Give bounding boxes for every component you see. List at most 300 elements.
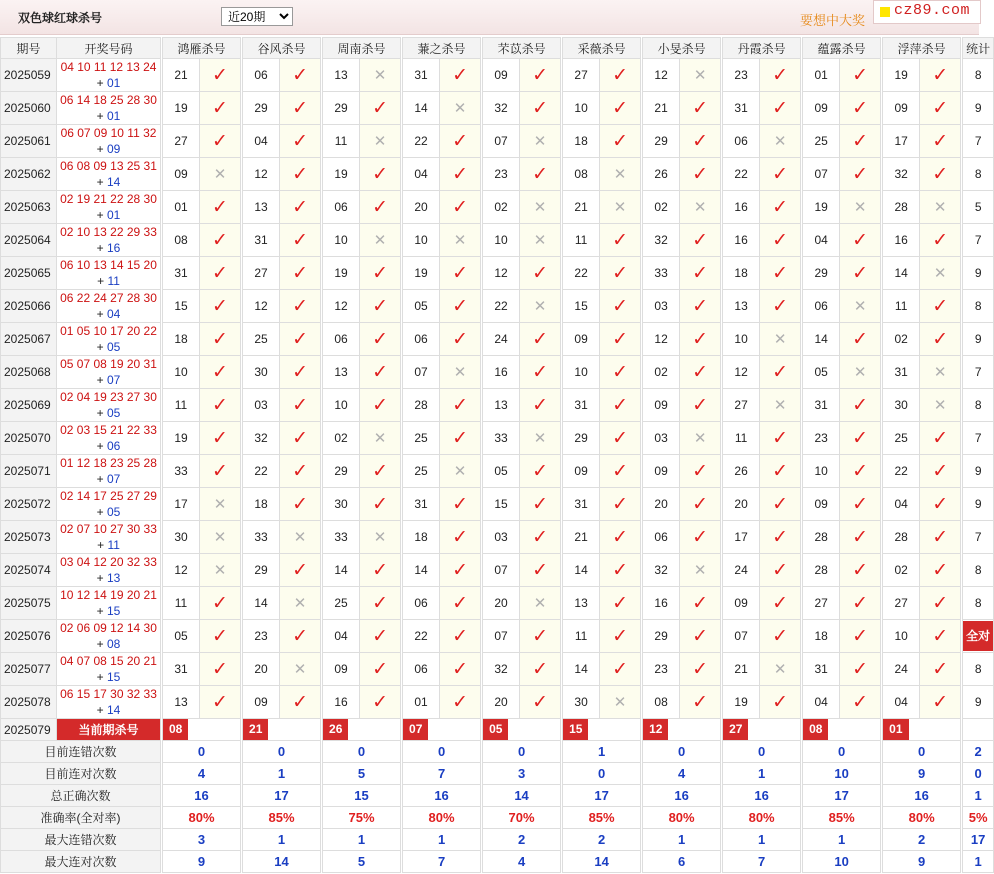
result-mark [760, 323, 801, 356]
result-mark [840, 125, 881, 158]
result-mark [760, 587, 801, 620]
check-icon: ✓ [692, 394, 709, 416]
result-mark [680, 125, 721, 158]
kill-number: 32 [243, 422, 280, 455]
result-mark [200, 389, 241, 422]
current-issue-row [1, 719, 994, 741]
red-balls: 02 19 21 22 28 30 [60, 192, 157, 206]
result-mark [920, 422, 961, 455]
check-icon: ✓ [612, 394, 629, 416]
blue-ball: 16 [106, 241, 121, 255]
result-mark [440, 323, 481, 356]
result-mark [440, 191, 481, 224]
blue-ball: 09 [106, 142, 121, 156]
kill-number: 16 [883, 224, 920, 257]
kill-number: 27 [163, 125, 200, 158]
summary-label: 目前连错次数 [1, 741, 161, 763]
check-icon: ✓ [692, 361, 709, 383]
blue-ball: 11 [107, 538, 120, 552]
logo-square-icon [880, 7, 890, 17]
kill-number: 22 [723, 158, 760, 191]
result-mark [760, 620, 801, 653]
summary-value: 17 [563, 785, 641, 807]
kill-number: 32 [643, 224, 680, 257]
column-header-expert[interactable]: 鸿雁杀号 [163, 38, 241, 59]
column-header-expert[interactable]: 蕴露杀号 [803, 38, 881, 59]
red-balls: 02 14 17 25 27 29 [60, 489, 157, 503]
kill-number: 19 [403, 257, 440, 290]
plus-sign: + [97, 538, 108, 552]
result-mark [280, 323, 321, 356]
cross-icon: ✕ [373, 529, 387, 546]
promo-text[interactable]: 要想中大奖 [800, 13, 866, 28]
kill-number: 04 [883, 686, 920, 719]
summary-value: 0 [403, 741, 481, 763]
summary-value: 6 [643, 851, 721, 873]
result-mark [360, 587, 401, 620]
column-header-issue: 期号 [1, 38, 57, 59]
result-mark [600, 620, 641, 653]
result-mark [760, 686, 801, 719]
check-icon: ✓ [852, 97, 869, 119]
result-mark [680, 323, 721, 356]
result-mark [920, 125, 961, 158]
kill-number: 08 [563, 158, 600, 191]
kill-number: 25 [243, 323, 280, 356]
kill-number: 20 [643, 488, 680, 521]
check-icon: ✓ [852, 130, 869, 152]
result-mark [760, 554, 801, 587]
kill-number: 10 [563, 356, 600, 389]
red-balls: 02 04 19 23 27 30 [60, 390, 157, 404]
period-select[interactable] [221, 7, 293, 26]
result-mark [840, 257, 881, 290]
kill-number: 18 [723, 257, 760, 290]
kill-number: 02 [323, 422, 360, 455]
summary-value: 2 [563, 829, 641, 851]
kill-number: 25 [803, 125, 840, 158]
issue-number: 2025067 [1, 323, 57, 356]
summary-value: 15 [323, 785, 401, 807]
result-mark [520, 488, 561, 521]
check-icon: ✓ [452, 163, 469, 185]
kill-number: 29 [243, 554, 280, 587]
result-mark [440, 587, 481, 620]
summary-stat: 0 [963, 763, 994, 785]
plus-sign: + [96, 109, 107, 123]
summary-stat: 1 [963, 785, 994, 807]
cross-icon: ✕ [533, 595, 547, 612]
check-icon: ✓ [692, 262, 709, 284]
kill-number: 21 [643, 92, 680, 125]
result-mark [200, 620, 241, 653]
kill-number: 07 [723, 620, 760, 653]
kill-number: 06 [403, 587, 440, 620]
table-row [1, 587, 994, 620]
result-mark [360, 653, 401, 686]
check-icon: ✓ [212, 658, 228, 680]
check-icon: ✓ [932, 526, 949, 548]
summary-row [1, 741, 994, 763]
kill-number: 30 [163, 521, 200, 554]
kill-number: 16 [643, 587, 680, 620]
check-icon: ✓ [372, 394, 388, 416]
check-icon: ✓ [452, 328, 469, 350]
result-mark [200, 686, 241, 719]
kill-number: 04 [803, 224, 840, 257]
kill-number: 33 [243, 521, 280, 554]
kill-number: 13 [163, 686, 200, 719]
result-mark [440, 59, 481, 92]
kill-number: 13 [323, 59, 360, 92]
result-mark [200, 455, 241, 488]
blue-ball: 04 [106, 307, 121, 321]
summary-value: 0 [803, 741, 881, 763]
result-mark [520, 290, 561, 323]
result-mark [840, 521, 881, 554]
result-mark [200, 356, 241, 389]
kill-number: 24 [483, 323, 520, 356]
result-mark [920, 521, 961, 554]
red-balls: 04 10 11 12 13 24 [60, 60, 157, 74]
red-balls: 02 07 10 27 30 33 [60, 522, 157, 536]
result-mark [440, 92, 481, 125]
result-mark [280, 488, 321, 521]
summary-value: 4 [643, 763, 721, 785]
result-mark [920, 653, 961, 686]
check-icon: ✓ [292, 460, 308, 482]
result-mark [920, 59, 961, 92]
cross-icon: ✕ [693, 430, 707, 447]
summary-value: 16 [643, 785, 721, 807]
column-header-expert[interactable]: 周南杀号 [323, 38, 401, 59]
result-mark [200, 323, 241, 356]
result-mark [680, 686, 721, 719]
check-icon: ✓ [372, 559, 388, 581]
kill-number: 32 [483, 92, 520, 125]
current-kill-badge: 12 [643, 719, 668, 740]
current-kill-number [483, 719, 561, 741]
column-header-expert[interactable]: 浮萍杀号 [883, 38, 961, 59]
check-icon: ✓ [292, 427, 308, 449]
check-icon: ✓ [292, 328, 308, 350]
result-mark [920, 488, 961, 521]
check-icon: ✓ [452, 592, 469, 614]
check-icon: ✓ [932, 130, 949, 152]
result-mark [360, 422, 401, 455]
kill-number: 27 [803, 587, 840, 620]
cross-icon: ✕ [453, 463, 467, 480]
kill-number: 28 [883, 191, 920, 224]
issue-number: 2025066 [1, 290, 57, 323]
column-header-expert[interactable]: 芣苡杀号 [483, 38, 561, 59]
red-balls: 02 06 09 12 14 30 [60, 621, 157, 635]
kill-number-table [0, 37, 994, 873]
current-kill-number [563, 719, 641, 741]
plus-sign: + [96, 373, 107, 387]
cross-icon: ✕ [373, 430, 387, 447]
kill-number: 22 [883, 455, 920, 488]
red-balls: 06 08 09 13 25 31 [60, 159, 157, 173]
current-kill-badge: 21 [243, 719, 268, 740]
cross-icon: ✕ [213, 529, 227, 546]
table-row [1, 521, 994, 554]
current-kill-number [323, 719, 401, 741]
result-mark [280, 554, 321, 587]
result-mark [440, 620, 481, 653]
kill-number: 09 [643, 455, 680, 488]
result-mark [360, 191, 401, 224]
check-icon: ✓ [932, 229, 949, 251]
result-mark [600, 521, 641, 554]
kill-number: 19 [803, 191, 840, 224]
check-icon: ✓ [292, 691, 308, 713]
cross-icon: ✕ [453, 100, 467, 117]
kill-number: 20 [403, 191, 440, 224]
row-stat: 9 [963, 488, 994, 521]
result-mark [840, 92, 881, 125]
kill-number: 12 [483, 257, 520, 290]
result-mark [760, 92, 801, 125]
cross-icon: ✕ [613, 166, 627, 183]
check-icon: ✓ [292, 262, 308, 284]
check-icon: ✓ [372, 625, 388, 647]
kill-number: 23 [803, 422, 840, 455]
check-icon: ✓ [852, 328, 869, 350]
summary-value: 85% [563, 807, 641, 829]
check-icon: ✓ [532, 328, 549, 350]
check-icon: ✓ [772, 460, 789, 482]
summary-value: 80% [883, 807, 961, 829]
check-icon: ✓ [292, 559, 308, 581]
kill-number: 20 [243, 653, 280, 686]
summary-value: 4 [483, 851, 561, 873]
kill-number: 06 [403, 323, 440, 356]
kill-number: 06 [803, 290, 840, 323]
row-stat: 7 [963, 521, 994, 554]
check-icon: ✓ [932, 559, 949, 581]
kill-number: 14 [563, 554, 600, 587]
issue-number: 2025070 [1, 422, 57, 455]
result-mark [760, 488, 801, 521]
check-icon: ✓ [532, 691, 549, 713]
kill-number: 11 [563, 620, 600, 653]
blue-ball: 13 [106, 571, 121, 585]
logo-text: cz89.com [894, 2, 971, 19]
check-icon: ✓ [292, 394, 308, 416]
kill-number: 14 [323, 554, 360, 587]
summary-value: 1 [563, 741, 641, 763]
table-row [1, 257, 994, 290]
result-mark [520, 389, 561, 422]
red-balls: 06 10 13 14 15 20 [60, 258, 157, 272]
cross-icon: ✕ [373, 67, 387, 84]
column-header-expert[interactable]: 谷风杀号 [243, 38, 321, 59]
result-mark [760, 455, 801, 488]
issue-number: 2025061 [1, 125, 57, 158]
result-mark [840, 653, 881, 686]
check-icon: ✓ [452, 262, 469, 284]
kill-number: 09 [803, 488, 840, 521]
row-stat: 7 [963, 224, 994, 257]
kill-number: 06 [723, 125, 760, 158]
summary-value: 1 [723, 763, 801, 785]
check-icon: ✓ [212, 196, 228, 218]
kill-number: 06 [323, 323, 360, 356]
result-mark [680, 158, 721, 191]
result-mark [920, 158, 961, 191]
result-mark [760, 125, 801, 158]
kill-number: 33 [323, 521, 360, 554]
result-mark [280, 389, 321, 422]
check-icon: ✓ [612, 526, 629, 548]
summary-value: 3 [163, 829, 241, 851]
result-mark [840, 59, 881, 92]
table-row [1, 620, 994, 653]
result-mark [200, 290, 241, 323]
result-mark [440, 422, 481, 455]
current-kill-number [803, 719, 881, 741]
result-mark [920, 587, 961, 620]
summary-value: 1 [403, 829, 481, 851]
result-mark [200, 59, 241, 92]
summary-value: 0 [163, 741, 241, 763]
current-kill-label: 当前期杀号 [57, 719, 161, 741]
check-icon: ✓ [612, 130, 629, 152]
result-mark [760, 356, 801, 389]
result-mark [680, 521, 721, 554]
column-header-expert[interactable]: 采薇杀号 [563, 38, 641, 59]
result-mark [680, 290, 721, 323]
result-mark [680, 389, 721, 422]
kill-number: 27 [723, 389, 760, 422]
result-mark [920, 92, 961, 125]
summary-value: 1 [323, 829, 401, 851]
result-mark [920, 554, 961, 587]
summary-value: 17 [803, 785, 881, 807]
result-mark [280, 224, 321, 257]
check-icon: ✓ [772, 559, 789, 581]
result-mark [920, 686, 961, 719]
result-mark [520, 686, 561, 719]
kill-number: 03 [643, 422, 680, 455]
kill-number: 01 [163, 191, 200, 224]
cross-icon: ✕ [533, 199, 547, 216]
result-mark [920, 224, 961, 257]
kill-number: 19 [883, 59, 920, 92]
draw-numbers [57, 455, 161, 488]
result-mark [520, 620, 561, 653]
kill-number: 30 [323, 488, 360, 521]
kill-number: 09 [323, 653, 360, 686]
kill-number: 10 [883, 620, 920, 653]
table-row [1, 554, 994, 587]
result-mark [520, 653, 561, 686]
kill-number: 24 [723, 554, 760, 587]
plus-sign: + [96, 472, 107, 486]
summary-row [1, 807, 994, 829]
draw-numbers [57, 686, 161, 719]
result-mark [680, 257, 721, 290]
result-mark [840, 389, 881, 422]
result-mark [600, 653, 641, 686]
result-mark [840, 587, 881, 620]
row-stat: 8 [963, 554, 994, 587]
red-balls: 06 15 17 30 32 33 [60, 687, 157, 701]
plus-sign: + [96, 670, 107, 684]
result-mark [600, 191, 641, 224]
check-icon: ✓ [372, 97, 388, 119]
check-icon: ✓ [852, 625, 869, 647]
summary-value: 0 [563, 763, 641, 785]
column-header-expert[interactable]: 小旻杀号 [643, 38, 721, 59]
summary-value: 2 [483, 829, 561, 851]
check-icon: ✓ [452, 691, 469, 713]
issue-number: 2025076 [1, 620, 57, 653]
result-mark [760, 422, 801, 455]
check-icon: ✓ [772, 592, 789, 614]
plus-sign: + [96, 604, 107, 618]
kill-number: 04 [323, 620, 360, 653]
column-header-expert[interactable]: 丹霞杀号 [723, 38, 801, 59]
check-icon: ✓ [852, 229, 869, 251]
cross-icon: ✕ [773, 397, 787, 414]
result-mark [440, 653, 481, 686]
draw-numbers [57, 422, 161, 455]
summary-value: 7 [403, 763, 481, 785]
result-mark [760, 224, 801, 257]
plus-sign: + [96, 703, 107, 717]
result-mark [200, 125, 241, 158]
result-mark [360, 686, 401, 719]
table-row [1, 290, 994, 323]
kill-number: 31 [563, 488, 600, 521]
kill-number: 10 [803, 455, 840, 488]
cross-icon: ✕ [293, 529, 307, 546]
current-kill-badge: 08 [163, 719, 188, 740]
check-icon: ✓ [692, 97, 709, 119]
check-icon: ✓ [852, 559, 869, 581]
result-mark [680, 587, 721, 620]
check-icon: ✓ [692, 460, 709, 482]
plus-sign: + [96, 571, 107, 585]
site-logo[interactable] [873, 0, 981, 24]
issue-number: 2025077 [1, 653, 57, 686]
check-icon: ✓ [692, 328, 709, 350]
current-kill-number [883, 719, 961, 741]
check-icon: ✓ [292, 295, 308, 317]
summary-stat: 17 [963, 829, 994, 851]
check-icon: ✓ [932, 658, 949, 680]
result-mark [840, 455, 881, 488]
table-row [1, 158, 994, 191]
result-mark [440, 224, 481, 257]
kill-number: 07 [403, 356, 440, 389]
kill-number: 05 [483, 455, 520, 488]
check-icon: ✓ [852, 658, 869, 680]
draw-numbers [57, 521, 161, 554]
check-icon: ✓ [292, 196, 308, 218]
kill-number: 19 [323, 158, 360, 191]
result-mark [840, 224, 881, 257]
kill-number: 29 [643, 620, 680, 653]
summary-value: 4 [163, 763, 241, 785]
check-icon: ✓ [852, 427, 869, 449]
kill-number: 19 [163, 92, 200, 125]
result-mark [360, 488, 401, 521]
column-header-expert[interactable]: 蒹之杀号 [403, 38, 481, 59]
kill-number: 11 [563, 224, 600, 257]
